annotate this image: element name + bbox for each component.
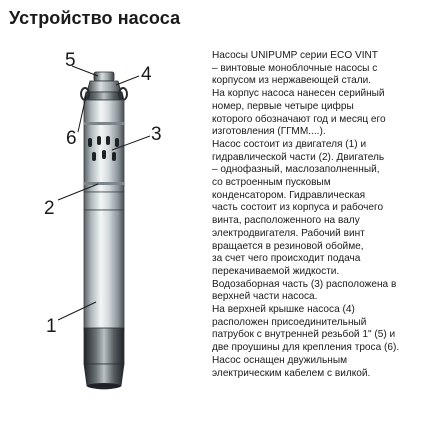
description-line: Насосы UNIPUMP серии ECO VINT xyxy=(212,50,378,61)
callout-1: 1 xyxy=(46,316,57,337)
description-line: гидравлической части (2). Двигатель xyxy=(212,151,385,163)
description-line: две проушины для крепления троса (6). xyxy=(212,342,400,354)
callout-2: 2 xyxy=(44,198,55,219)
description-line: винта, расположенного на валу xyxy=(212,215,360,227)
callout-4: 4 xyxy=(141,64,152,85)
pump-description xyxy=(212,50,434,380)
callout-3: 3 xyxy=(151,124,162,145)
description-line: корпусом из нержавеющей стали. xyxy=(212,75,372,87)
pump-diagram xyxy=(0,40,200,420)
description-line: верхней части насоса. xyxy=(212,291,318,303)
description-line: которого обозначают год и месяц его xyxy=(212,113,386,125)
description-line: – винтовые моноблочные насосы с xyxy=(212,62,378,74)
callout-6: 6 xyxy=(66,128,77,149)
page-title: Устройство насоса xyxy=(9,8,181,28)
pump-illustration xyxy=(0,40,200,420)
description-line: патрубок с внутренней резьбой 1" (5) и xyxy=(212,329,396,341)
description-line: Водозаборная часть (3) расположена в xyxy=(212,278,397,290)
description-line: со встроенным пусковым xyxy=(212,177,331,189)
description-line: Насос состоит из двигателя (1) и xyxy=(212,138,367,150)
description-line: номер, первые четыре цифры xyxy=(212,100,354,112)
pump-hydraulic-part xyxy=(84,100,124,192)
description-line: На корпус насоса нанесен серийный xyxy=(212,88,385,100)
description-line: изготовления (ГГММ....). xyxy=(212,126,326,138)
description-line: перекачиваемой жидкости. xyxy=(212,265,340,277)
description-line: конденсатором. Гидравлическая xyxy=(212,189,366,201)
description-line: электрическим кабелем с вилкой. xyxy=(212,367,371,379)
description-line: часть состоит из корпуса и рабочего xyxy=(212,202,384,214)
description-line: вращается в резиновой обойме, xyxy=(212,240,364,252)
description-line: электродвигателя. Рабочий винт xyxy=(212,227,365,239)
description-line: расположен присоединительный xyxy=(212,316,367,328)
description-line: – однофазный, маслозаполненный, xyxy=(212,164,380,176)
description-line: Насос оснащен двужильным xyxy=(212,354,348,366)
pump-top-cap xyxy=(81,72,127,100)
callout-5: 5 xyxy=(65,50,76,71)
description-line: за счет чего происходит подача xyxy=(212,253,361,265)
description-line: На верхней крышке насоса (4) xyxy=(212,304,355,316)
pump-motor xyxy=(84,192,124,389)
